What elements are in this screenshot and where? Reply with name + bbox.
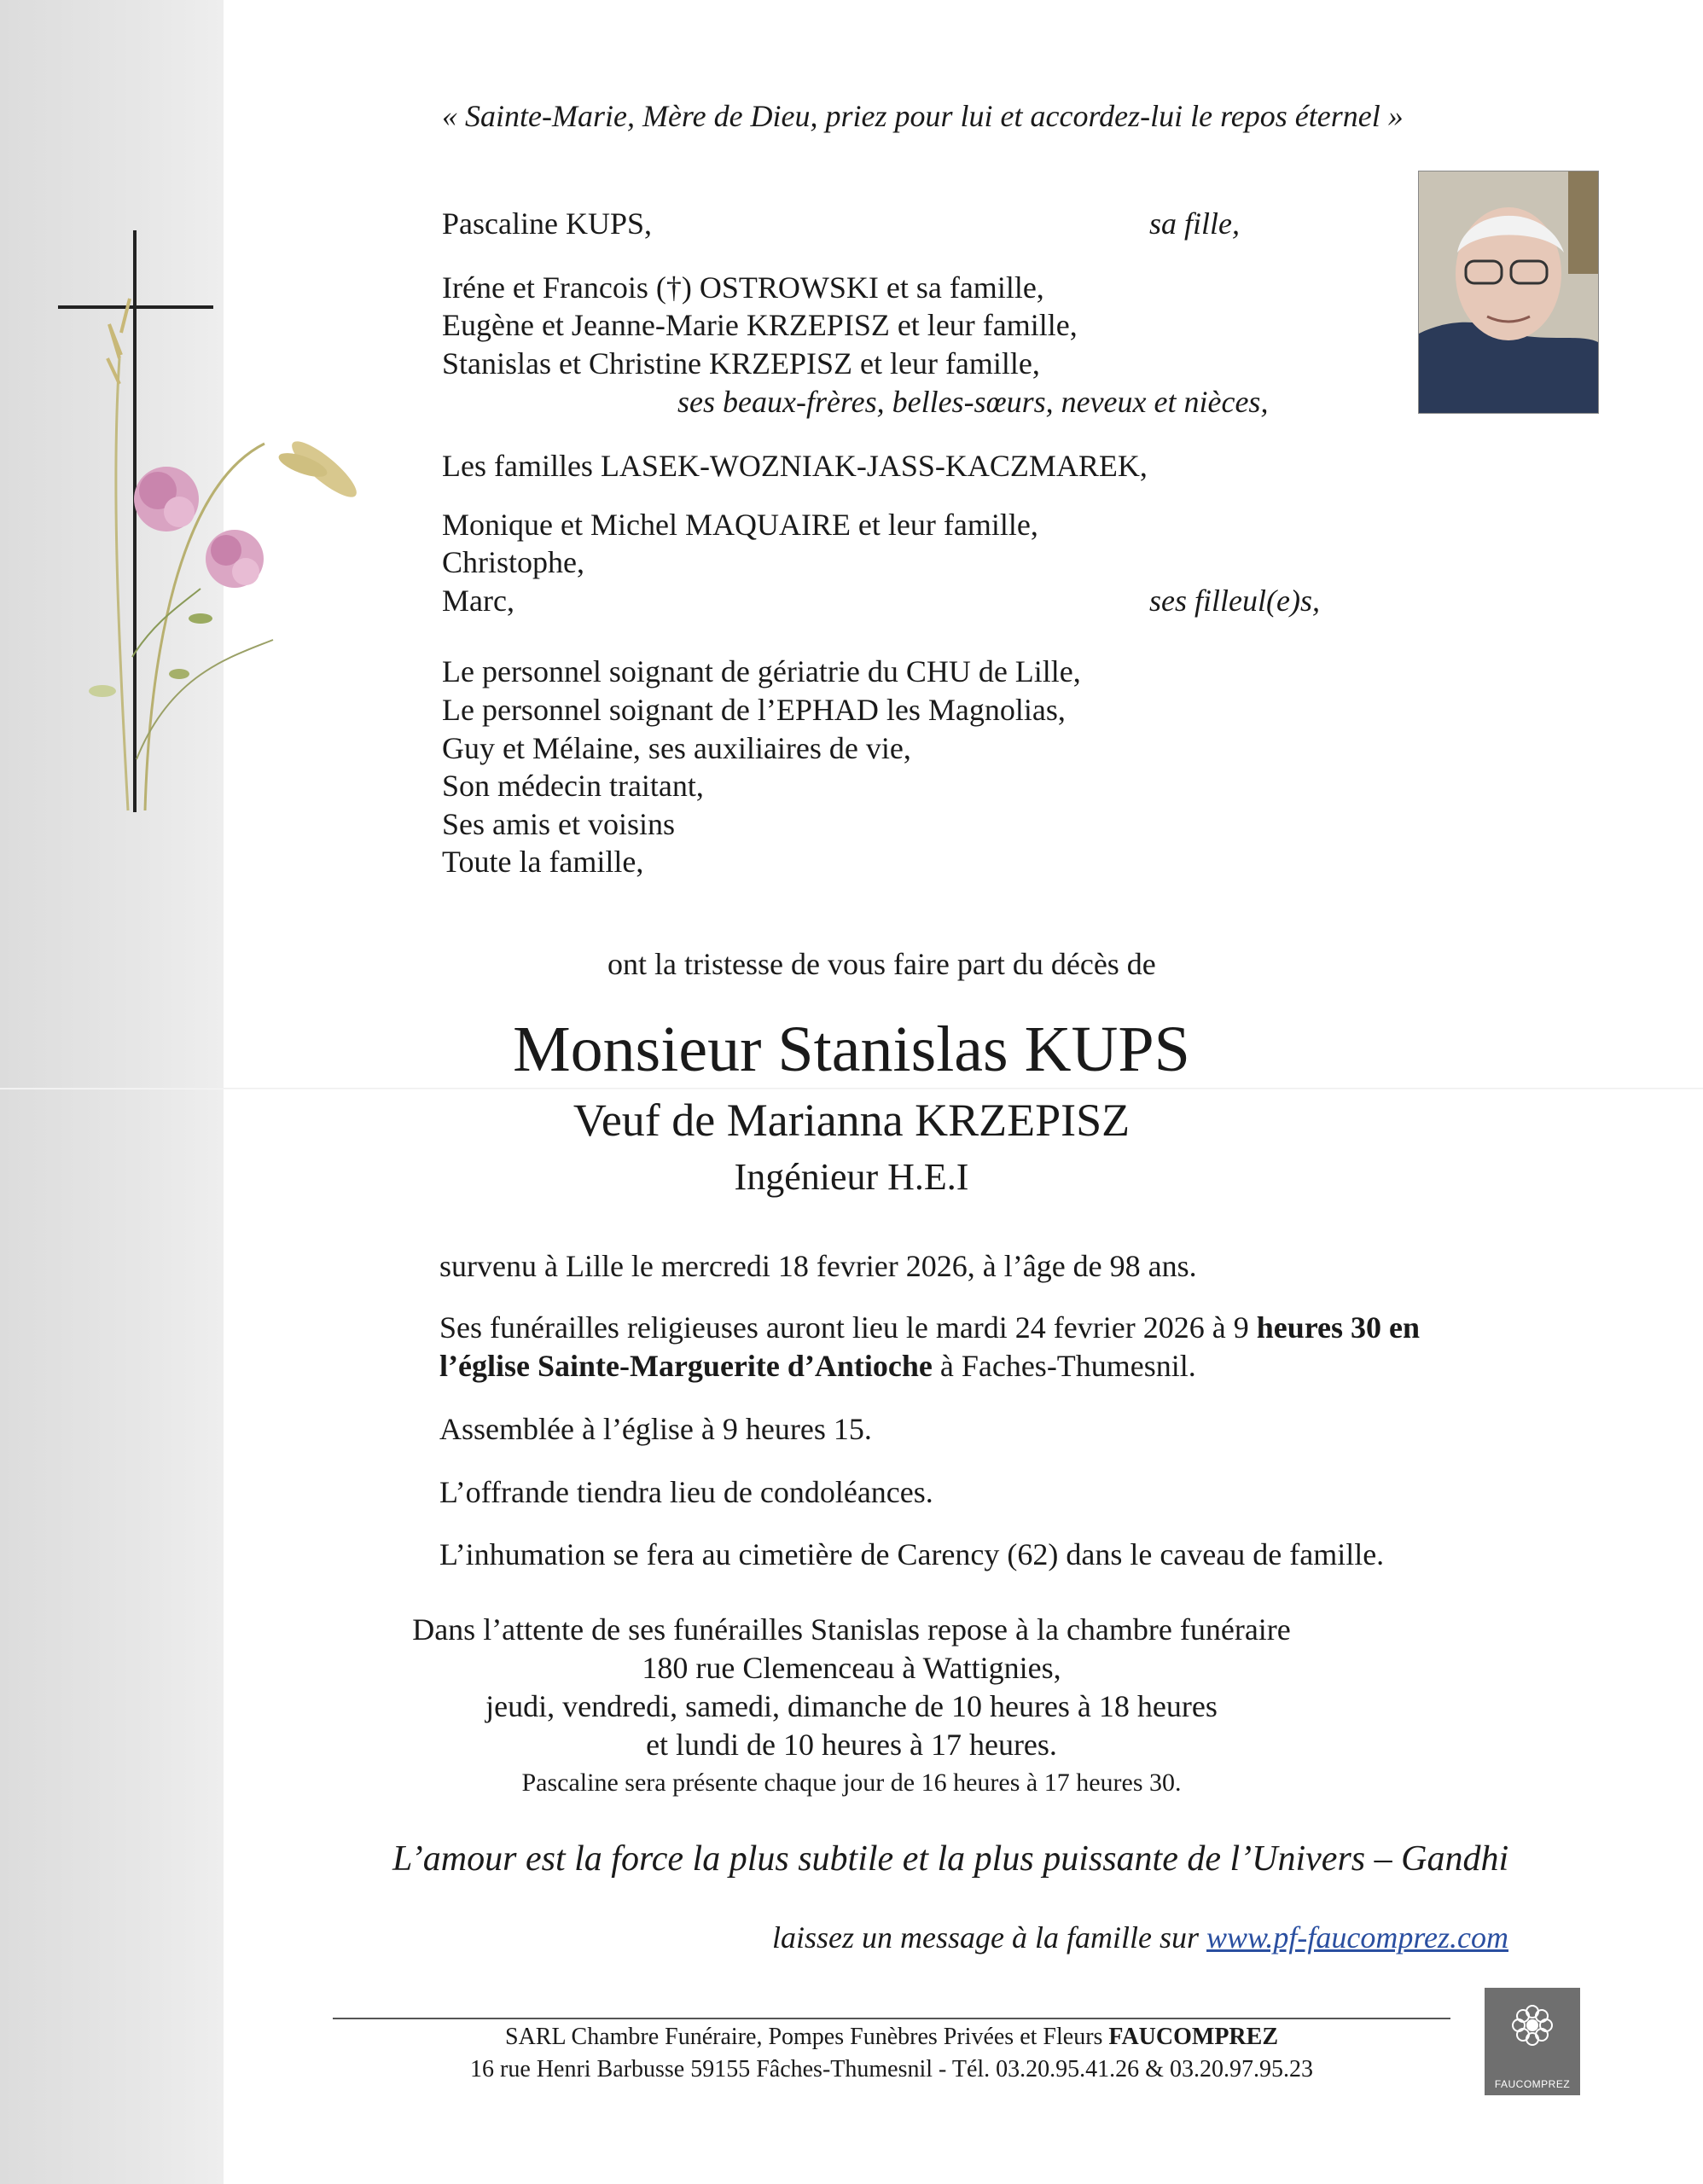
in-law-line: Stanislas et Christine KRZEPISZ et leur famille, [442,346,1040,380]
in-law-line: Eugène et Jeanne-Marie KRZEPISZ et leur famille, [442,308,1078,342]
profession-line: Ingénieur H.E.I [734,1156,969,1198]
offering-line: L’offrande tiendra lieu de condoléances. [439,1475,933,1509]
fold-line [0,1088,1703,1089]
footer-rule [333,2018,1450,2019]
rose-1 [134,467,199,531]
funeral-line-1 [439,1309,1420,1346]
footer-company-text: SARL Chambre Funéraire, Pompes Funèbres Privées et Fleurs [505,2024,1109,2050]
footer-company [333,2022,1450,2053]
others-line: Toute la famille, [442,845,644,879]
funeral-time: heures 30 en [1256,1310,1421,1345]
viewing-line: et lundi de 10 heures à 17 heures. [646,1728,1057,1762]
footer-address: 16 rue Henri Barbusse 59155 Fâches-Thumesnil - Tél. 03.20.95.41.26 & 03.20.97.95.23 [470,2056,1313,2082]
others-line: Ses amis et voisins [442,807,676,841]
announcement: ont la tristesse de vous faire part du décès de [607,947,1156,981]
death-details: survenu à Lille le mercredi 18 fevrier 2026, à l’âge de 98 ans. [439,1249,1197,1283]
godchildren-relation: ses filleul(e)s, [1149,584,1320,618]
flower-logo-icon [1485,1988,1580,2065]
others-line: Son médecin traitant, [442,769,704,803]
assembly-line: Assemblée à l’église à 9 heures 15. [439,1412,872,1446]
deceased-name: Monsieur Stanislas KUPS [513,1014,1190,1085]
prayer-quote: « Sainte-Marie, Mère de Dieu, priez pour lui et accordez-lui le repos éternel » [442,99,1404,133]
viewing-line: Dans l’attente de ses funérailles Stanislas repose à la chambre funéraire [412,1612,1291,1647]
church-name: l’église Sainte-Marguerite d’Antioche [439,1349,933,1383]
cross-flowers-illustration [51,230,375,828]
others-line: Le personnel soignant de l’EPHAD les Magnolias, [442,693,1066,727]
viewing-line: jeudi, vendredi, samedi, dimanche de 10 heures à 18 heures [485,1689,1218,1723]
daughter-name: Pascaline KUPS, [442,206,652,241]
funeral-line-2 [439,1347,1196,1385]
funeral-text: Ses funérailles religieuses auront lieu le mardi 24 fevrier 2026 à 9 [439,1310,1257,1345]
faucomprez-logo [1485,1988,1580,2095]
widower-line: Veuf de Marianna KRZEPISZ [573,1095,1130,1146]
message-text: laissez un message à la famille sur [772,1920,1206,1955]
in-law-line: Iréne et Francois (†) OSTROWSKI et sa famille, [442,270,1044,305]
burial-line: L’inhumation se fera au cimetière de Carency (62) dans le caveau de famille. [439,1537,1385,1571]
viewing-line: 180 rue Clemenceau à Wattignies, [642,1651,1061,1685]
families-line: Les familles LASEK-WOZNIAK-JASS-KACZMAREK, [442,449,1148,483]
viewing-note: Pascaline sera présente chaque jour de 16 heures à 17 heures 30. [521,1769,1182,1797]
funeral-place: à Faches-Thumesnil. [932,1349,1196,1383]
godchild-line: Christophe, [442,545,584,579]
footer-company-name: FAUCOMPREZ [1108,2024,1278,2050]
portrait-photo [1418,171,1599,414]
rose-2 [206,530,264,588]
message-line [772,1920,1508,1955]
website-link[interactable]: www.pf-faucomprez.com [1206,1920,1508,1955]
others-line: Le personnel soignant de gériatrie du CHU de Lille, [442,654,1081,688]
in-laws-relation: ses beaux-frères, belles-sœurs, neveux et nièces, [677,385,1269,419]
logo-name: FAUCOMPREZ [1494,2078,1571,2090]
godchild-line: Marc, [442,584,514,618]
others-line: Guy et Mélaine, ses auxiliaires de vie, [442,731,911,765]
gandhi-quote: L’amour est la force la plus subtile et la plus puissante de l’Univers – Gandhi [392,1839,1509,1879]
daughter-relation: sa fille, [1149,206,1240,241]
godchild-line: Monique et Michel MAQUAIRE et leur famille, [442,508,1038,542]
